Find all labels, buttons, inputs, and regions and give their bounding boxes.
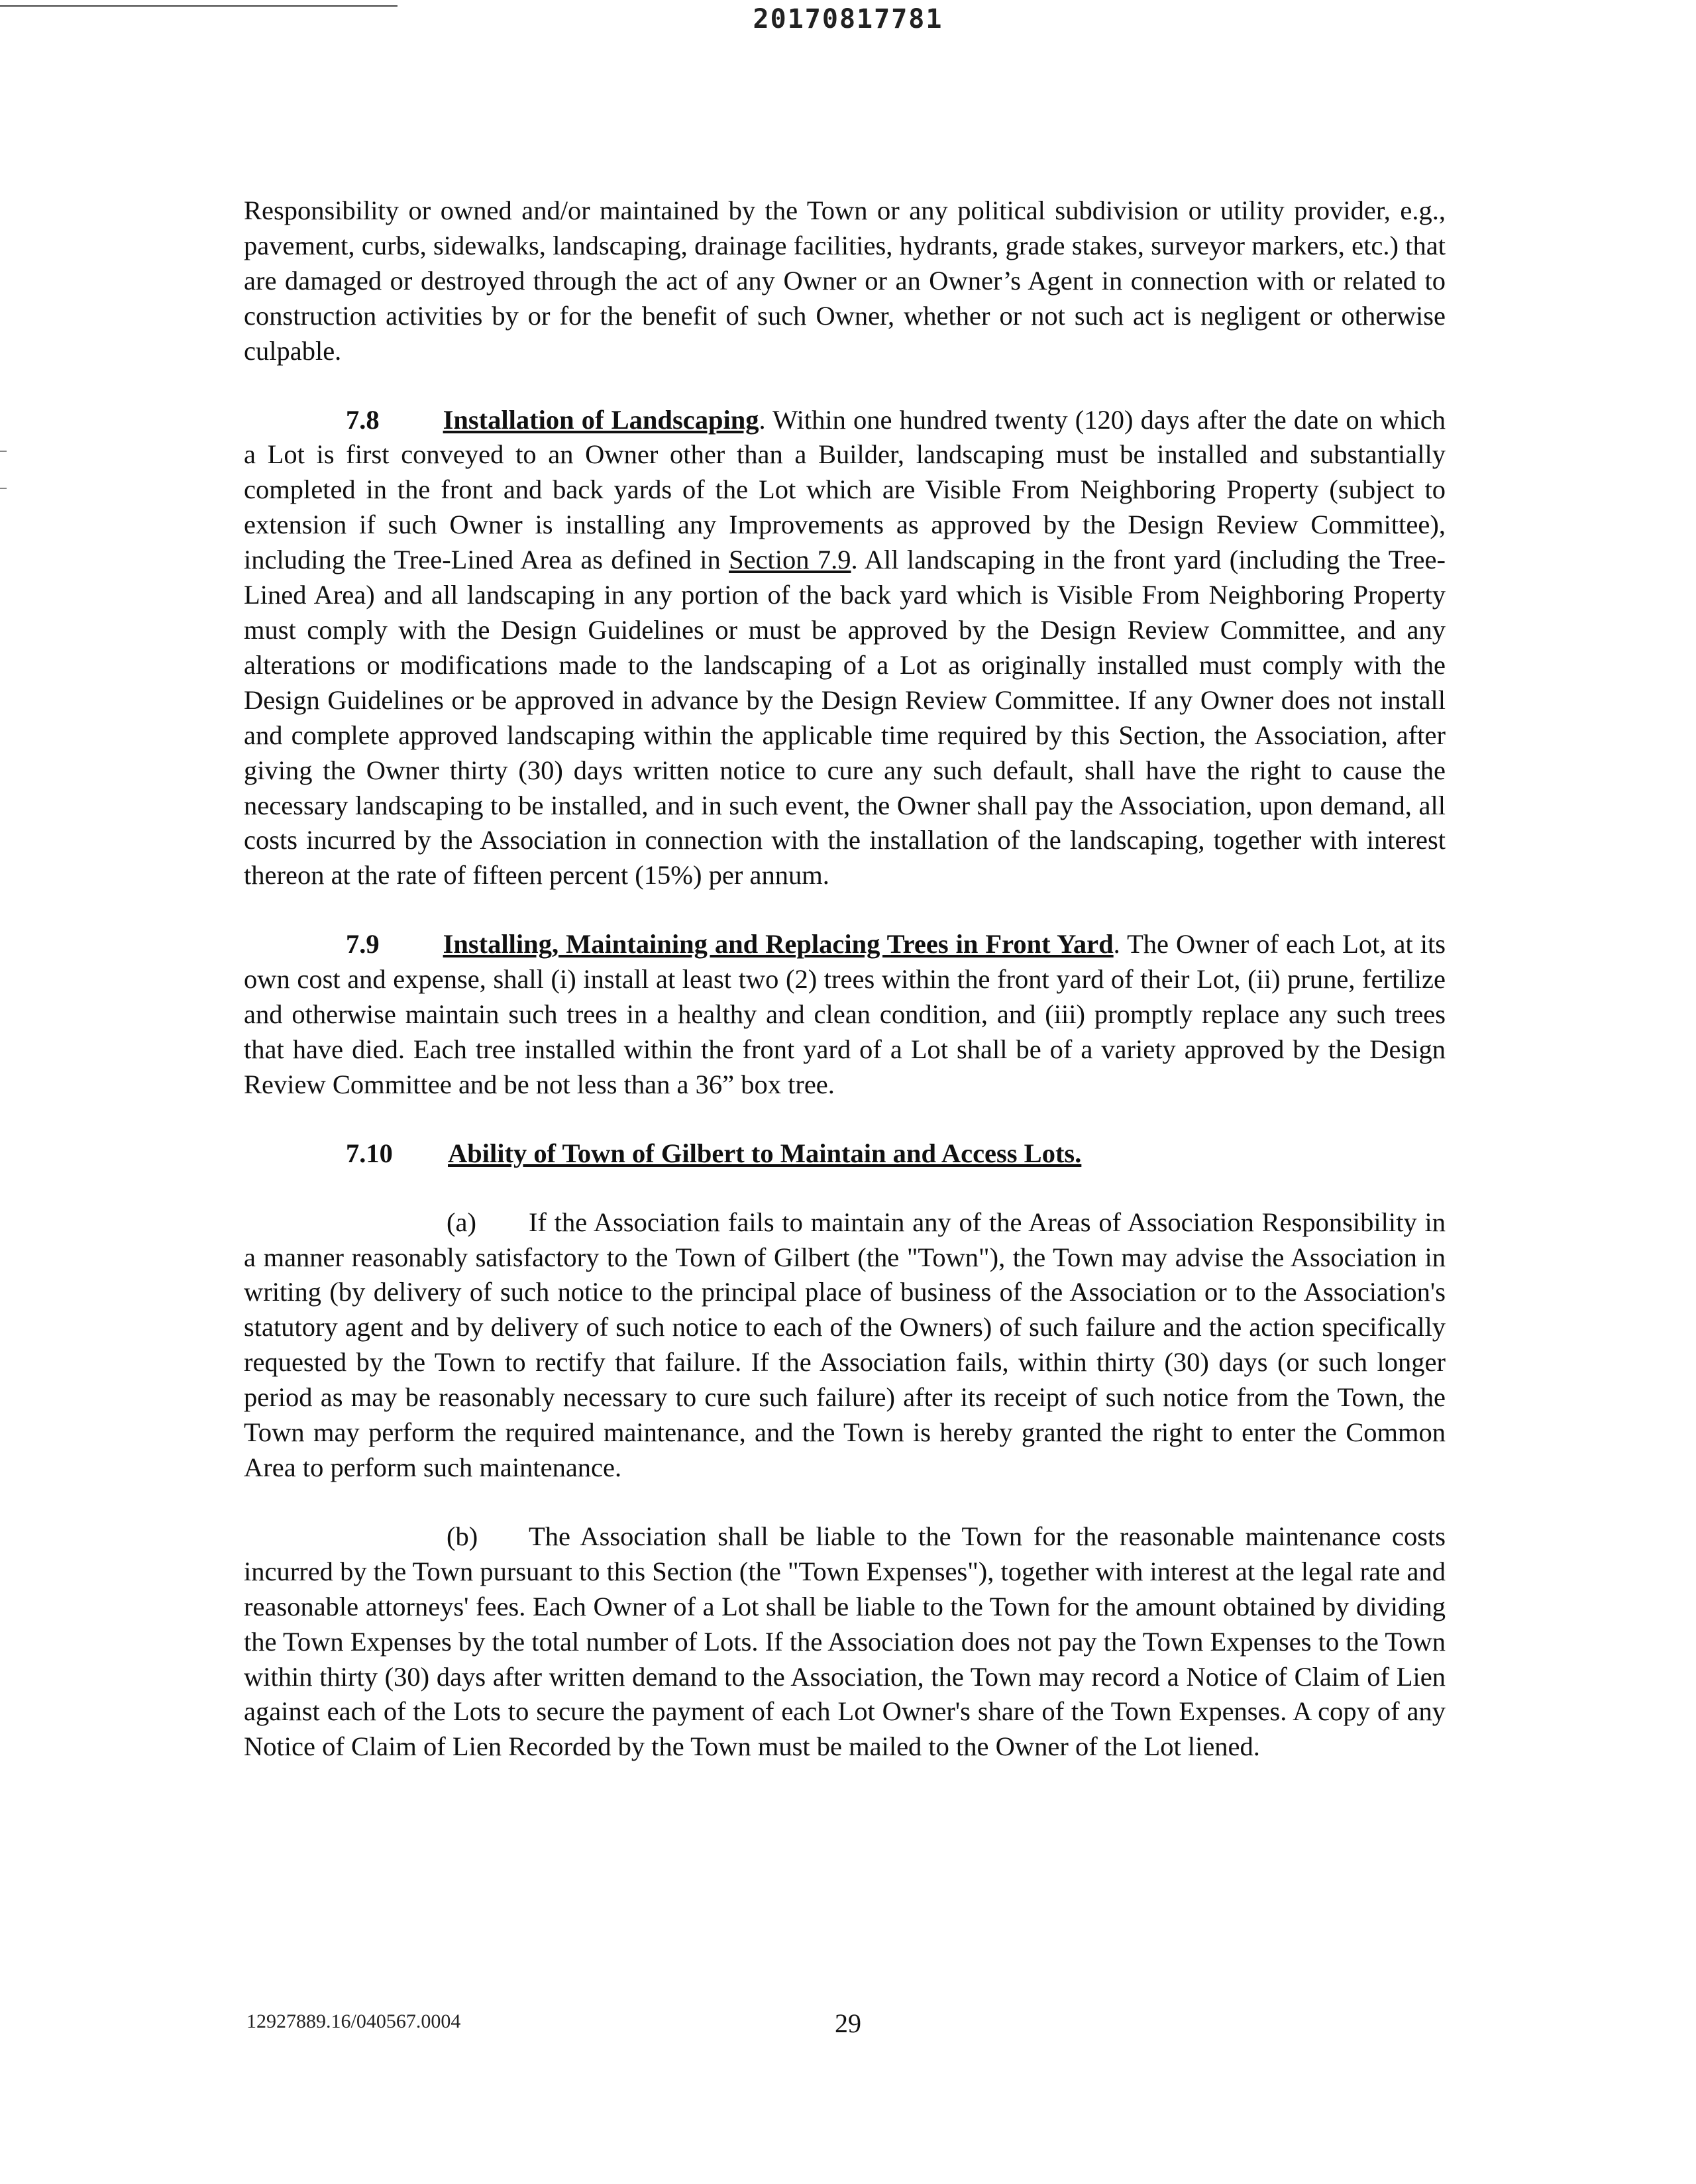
recording-number: 20170817781 xyxy=(753,4,943,34)
section-text: . The Owner of each Lot, at its own cost and expense, shall (i) install at least two (2) trees within the front yard of their Lot, (ii) prune, fertilize and otherwise maintain such trees in a healthy and clean condition, and (iii) promptly replace any such trees that have died. Each tree installed within the front yard of a Lot shall be of a variety approved by the Design Review Committee and be not less than a 36” box tree. xyxy=(244,929,1446,1099)
margin-mark xyxy=(0,451,7,452)
intro-paragraph: Responsibility or owned and/or maintained by the Town or any political subdivision or utility provider, e.g., pavement, curbs, sidewalks, landscaping, drainage facilities, hydrants, grade stakes, surveyor markers, etc.) that are damaged or destroyed through the act of any Owner or an Owner’s Agent in connection with or related to construction activities by or for the benefit of such Owner, whether or not such act is negligent or otherwise culpable. xyxy=(244,195,1446,366)
section-number: 7.9 xyxy=(346,929,380,959)
subsection-text: If the Association fails to maintain any of the Areas of Association Responsibility in a manner reasonably satisfactory to the Town of Gilbert (the "Town"), the Town may advise the Association in writing (by delivery of such notice to the principal place of business of the Association or to the Association's statutory agent and by delivery of such notice to each of the Owners) of such failure and the action specifically requested by the Town to rectify that failure. If the Association fails, within thirty (30) days (or such longer period as may be reasonably necessary to cure such failure) after its receipt of such notice from the Town, the Town may perform the required maintenance, and the Town is hereby granted the right to enter the Common Area to perform such maintenance. xyxy=(244,1207,1446,1482)
subsection-text: The Association shall be liable to the Town for the reasonable maintenance costs incurred by the Town pursuant to this Section (the "Town Expenses"), together with interest at the legal rate and reasonable attorneys' fees. Each Owner of a Lot shall be liable to the Town for the amount obtained by dividing the Town Expenses by the total number of Lots. If the Association does not pay the Town Expenses to the Town within thirty (30) days after written demand to the Association, the Town may record a Notice of Claim of Lien against each of the Lots to secure the payment of each Lot Owner's share of the Town Expenses. A copy of any Notice of Claim of Lien Recorded by the Town must be mailed to the Owner of the Lot liened. xyxy=(244,1521,1446,1762)
section-text: . Within one hundred twenty (120) days after the date on which a Lot is first conveyed to an Owner other than a Builder, landscaping must be installed and substantially completed in the front and back yards of the Lot which are Visible From Neighboring Property (subject to extension if such Owner is installing any Improvements as approved by the Design Review Committee), including the Tree-Lined Area as defined in xyxy=(244,404,1446,575)
subsection-a-paragraph xyxy=(244,1205,1446,1486)
margin-mark xyxy=(0,488,7,489)
subsection-label: (a) xyxy=(447,1207,476,1237)
section-text-continued: . All landscaping in the front yard (including the Tree-Lined Area) and all landscaping in any portion of the back yard which is Visible From Neighboring Property must comply with the Design Guidelines or must be approved by the Design Review Committee, and any alterations or modifications made to the landscaping of a Lot as originally installed must comply with the Design Guidelines or be approved in advance by the Design Review Committee. If any Owner does not install and complete approved landscaping within the applicable time required by this Section, the Association, after giving the Owner thirty (30) days written notice to cure any such default, shall have the right to cause the necessary landscaping to be installed, and in such event, the Owner shall pay the Association, upon demand, all costs incurred by the Association in connection with the installation of the landscaping, together with interest thereon at the rate of fifteen percent (15%) per annum. xyxy=(244,545,1446,891)
document-id: 12927889.16/040567.0004 xyxy=(246,2010,461,2032)
subsection-label: (b) xyxy=(447,1521,478,1551)
section-title: Installing, Maintaining and Replacing Trees in Front Yard xyxy=(443,929,1114,959)
document-body xyxy=(244,193,1446,1798)
section-title: Installation of Landscaping xyxy=(443,404,759,435)
page-number: 29 xyxy=(835,2008,861,2038)
section-7-8-paragraph xyxy=(244,403,1446,894)
subsection-b-paragraph xyxy=(244,1519,1446,1765)
section-number: 7.10 xyxy=(346,1138,393,1168)
section-7-9-paragraph xyxy=(244,927,1446,1103)
section-number: 7.8 xyxy=(346,404,380,435)
section-title: Ability of Town of Gilbert to Maintain and Access Lots. xyxy=(448,1138,1082,1168)
section-cross-reference: Section 7.9 xyxy=(729,545,851,575)
section-7-10-heading xyxy=(244,1136,1446,1172)
